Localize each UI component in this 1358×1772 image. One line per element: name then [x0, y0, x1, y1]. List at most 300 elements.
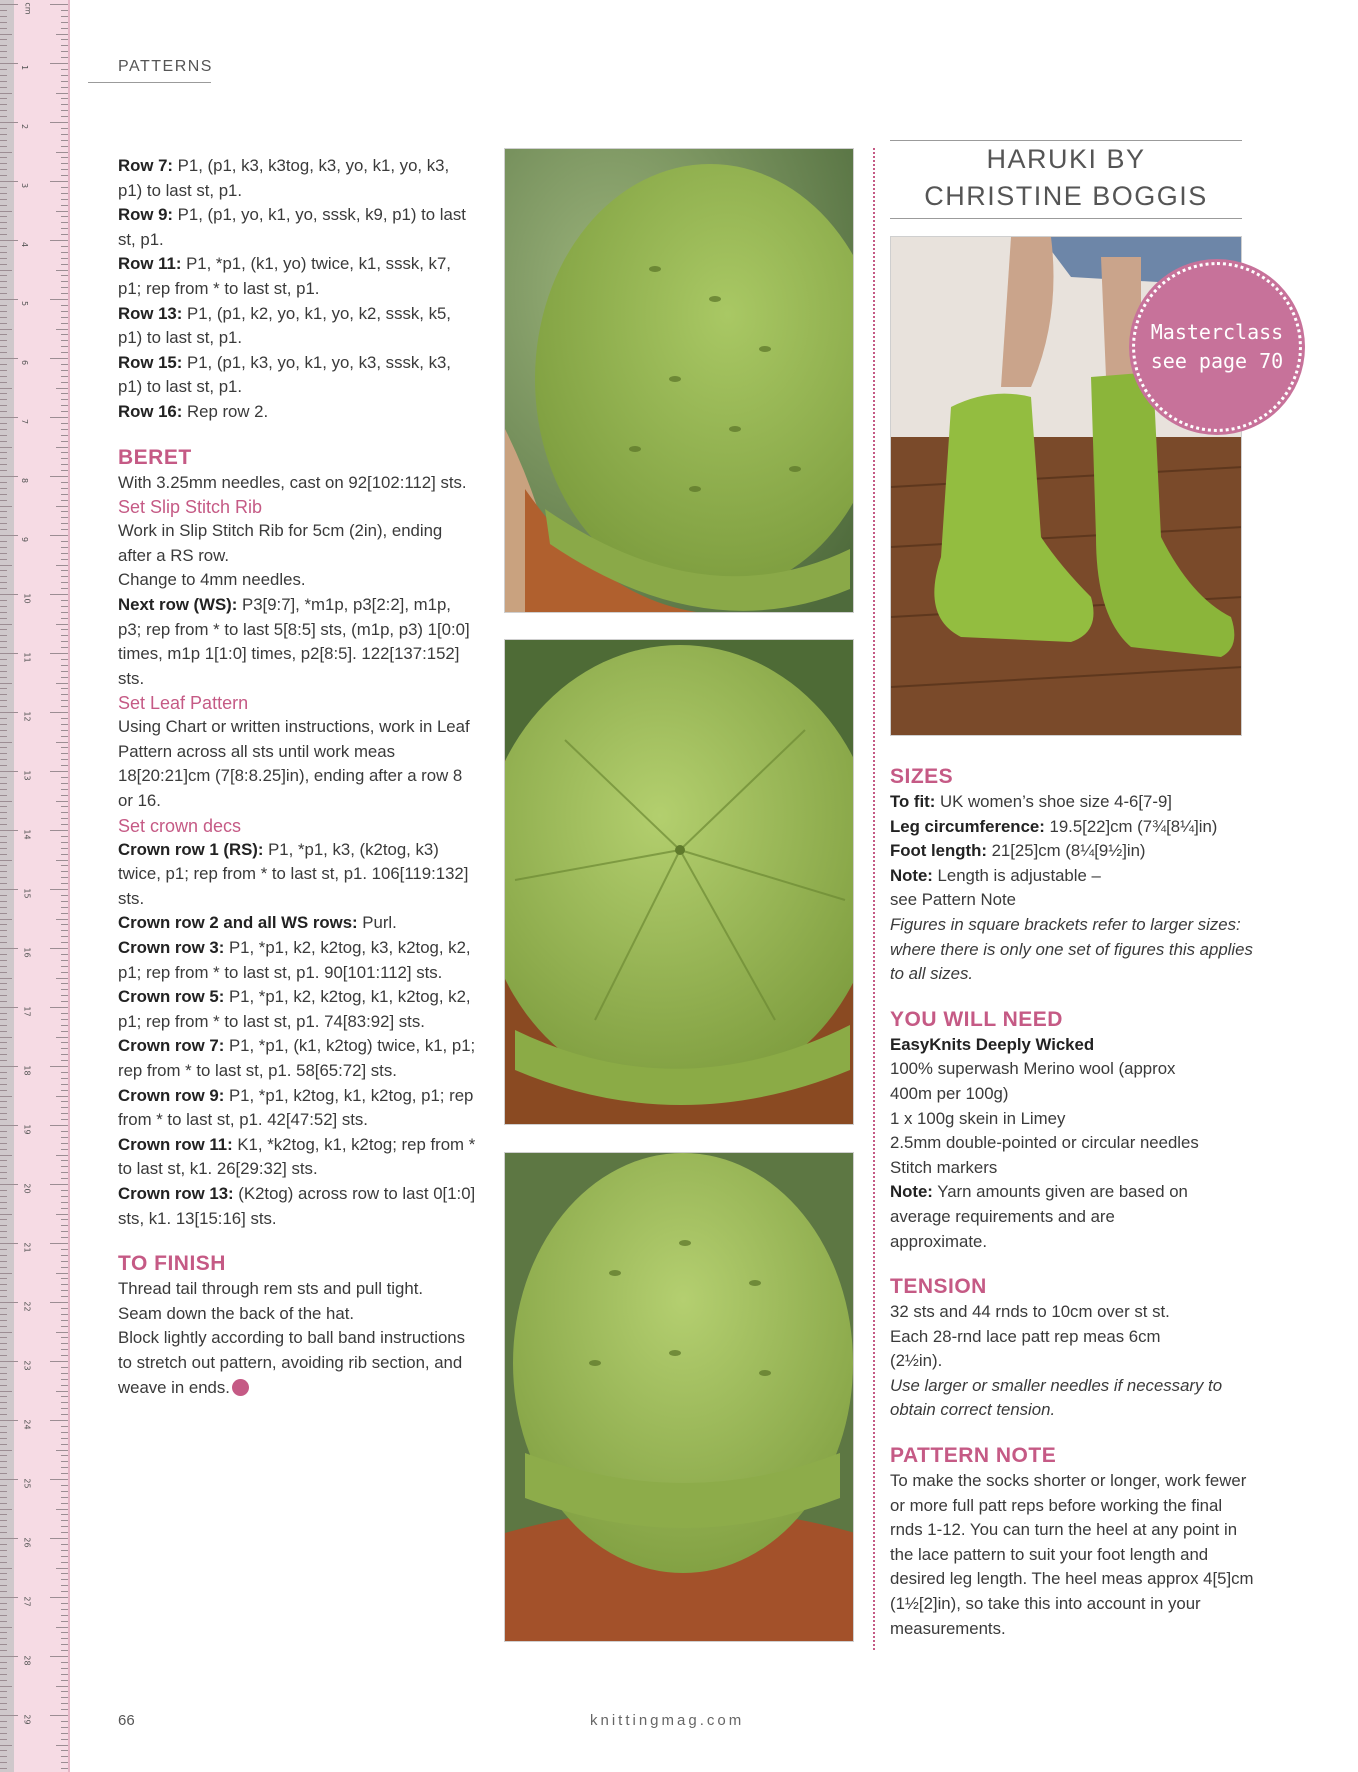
ruler-tick	[61, 163, 68, 164]
ruler-tick	[0, 1072, 7, 1073]
ruler-tick	[61, 511, 68, 512]
ruler-tick	[50, 4, 68, 5]
ruler-stripe	[0, 0, 14, 1772]
ruler-tick	[61, 1149, 68, 1150]
ruler-tick	[50, 830, 68, 831]
beret-heading: BERET	[118, 445, 192, 469]
ruler-tick	[61, 423, 68, 424]
ruler-tick	[61, 600, 68, 601]
ruler-tick	[0, 683, 12, 684]
ruler-tick	[61, 1308, 68, 1309]
ruler-tick	[61, 848, 68, 849]
ruler-tick	[61, 1101, 68, 1102]
ruler-tick	[0, 382, 7, 383]
ruler-tick	[61, 281, 68, 282]
ruler-tick	[0, 122, 18, 123]
ruler-tick	[0, 907, 7, 908]
ruler-tick	[0, 45, 7, 46]
ruler-tick	[61, 547, 68, 548]
ruler-tick	[61, 10, 68, 11]
ruler-tick	[61, 169, 68, 170]
masterclass-badge[interactable]	[1132, 262, 1302, 432]
ruler-tick	[0, 329, 12, 330]
ruler-tick	[0, 81, 7, 82]
need-note-label: Note:	[890, 1182, 933, 1202]
ruler-tick	[0, 1084, 7, 1085]
ruler-tick	[0, 500, 7, 501]
ruler-tick	[61, 199, 68, 200]
ruler-tick	[61, 806, 68, 807]
ruler-tick	[0, 553, 7, 554]
ruler-tick	[0, 104, 7, 105]
ruler-tick	[61, 677, 68, 678]
ruler-tick	[61, 1467, 68, 1468]
ruler-tick	[0, 93, 12, 94]
lace-rows	[118, 154, 478, 425]
sizes-italic-note: Figures in square brackets refer to larger sizes: where there is only one set of figures this applies to all sizes.	[890, 914, 1253, 984]
ruler-tick	[61, 1373, 68, 1374]
finish-line-1: Thread tail through rem sts and pull tight.	[118, 1279, 424, 1299]
ruler-tick	[0, 1090, 7, 1091]
ruler-tick	[61, 340, 68, 341]
ruler-tick	[0, 1190, 7, 1191]
ruler-tick	[61, 1432, 68, 1433]
ruler-tick	[61, 541, 68, 542]
ruler-tick	[0, 1650, 7, 1651]
ruler-tick	[61, 1650, 68, 1651]
ruler-tick	[0, 671, 7, 672]
ruler-number: 19	[22, 1124, 32, 1135]
ruler-tick	[0, 1573, 7, 1574]
ruler-tick	[61, 1385, 68, 1386]
ruler-tick	[61, 795, 68, 796]
ruler-tick	[0, 488, 7, 489]
ruler-tick	[50, 122, 68, 123]
ruler-tick	[0, 1125, 18, 1126]
ruler-tick	[61, 1438, 68, 1439]
ruler-tick	[61, 1320, 68, 1321]
ruler-tick	[61, 924, 68, 925]
ruler-number: 20	[22, 1183, 32, 1194]
ruler-tick	[0, 871, 7, 872]
ruler-tick	[56, 1686, 68, 1687]
crown-row-label: Crown row 7:	[118, 1036, 225, 1056]
need-line-4: Stitch markers	[890, 1157, 998, 1177]
ruler-tick	[0, 700, 7, 701]
ruler-number: 24	[22, 1419, 32, 1430]
lace-row	[118, 400, 478, 425]
right-column	[890, 764, 1255, 1641]
ruler-number: 22	[22, 1301, 32, 1312]
ruler-tick	[61, 45, 68, 46]
ruler-tick	[0, 4, 18, 5]
ruler-tick	[0, 812, 7, 813]
column-divider	[873, 148, 875, 1650]
ruler-tick	[0, 889, 18, 890]
ruler-tick	[61, 960, 68, 961]
ruler-tick	[0, 777, 7, 778]
need-line-1: 100% superwash Merino wool (approx 400m per 100g)	[890, 1059, 1176, 1103]
crown-row	[118, 1034, 478, 1083]
ruler-tick	[0, 1219, 7, 1220]
ruler-tick	[61, 482, 68, 483]
ruler-tick	[61, 1090, 68, 1091]
ruler-tick	[50, 1361, 68, 1362]
ruler-tick	[0, 936, 7, 937]
ruler-tick	[0, 1461, 7, 1462]
crown-row	[118, 936, 478, 985]
ruler-tick	[0, 1603, 7, 1604]
ruler-tick	[0, 930, 7, 931]
ruler-tick	[61, 1225, 68, 1226]
ruler-tick	[0, 222, 7, 223]
ruler-tick	[61, 128, 68, 129]
ruler-tick	[0, 275, 7, 276]
ruler-tick	[0, 1408, 7, 1409]
ruler-tick	[0, 299, 18, 300]
ruler-tick	[61, 576, 68, 577]
tension-line-1: 32 sts and 44 rnds to 10cm over st st.	[890, 1302, 1170, 1322]
ruler-tick	[0, 730, 7, 731]
ruler-tick	[0, 1202, 7, 1203]
ruler-tick	[61, 193, 68, 194]
ruler-tick	[50, 1538, 68, 1539]
ruler-tick	[0, 1473, 7, 1474]
ruler-tick	[0, 346, 7, 347]
ruler-tick	[56, 1037, 68, 1038]
ruler-tick	[0, 1638, 7, 1639]
ruler-tick	[61, 317, 68, 318]
ruler-tick	[0, 1750, 7, 1751]
ruler-tick	[0, 1231, 7, 1232]
ruler-tick	[0, 1686, 12, 1687]
ruler-tick	[0, 1597, 18, 1598]
ruler-tick	[61, 618, 68, 619]
ruler-tick	[0, 1585, 7, 1586]
need-line-3: 2.5mm double-pointed or circular needles	[890, 1133, 1199, 1153]
ruler-tick	[0, 1444, 7, 1445]
ruler-tick	[0, 824, 7, 825]
crown-row-label: Crown row 11:	[118, 1134, 233, 1154]
ruler-tick	[0, 1420, 18, 1421]
ruler-tick	[61, 1638, 68, 1639]
ruler-tick	[61, 759, 68, 760]
ruler-tick	[0, 175, 7, 176]
ruler-number: 21	[22, 1242, 32, 1253]
ruler-tick	[0, 677, 7, 678]
ruler-tick	[0, 641, 7, 642]
ruler-tick	[0, 1296, 7, 1297]
ruler-tick	[0, 529, 7, 530]
ruler-tick	[61, 1514, 68, 1515]
ruler-tick	[0, 1532, 7, 1533]
lace-row-label: Row 15:	[118, 352, 183, 372]
ruler-tick	[61, 1355, 68, 1356]
ruler-number: 12	[22, 711, 32, 722]
ruler-number: 27	[22, 1596, 32, 1607]
crown-row-text: P1, *p1, k2, k2tog, k1, k2tog, k2, p1; rep from * to last st, p1. 74[83:92] sts.	[118, 987, 471, 1031]
ruler-tick	[0, 1131, 7, 1132]
lace-row-label: Row 11:	[118, 254, 182, 274]
ruler-tick	[61, 1178, 68, 1179]
ruler-tick	[0, 1214, 12, 1215]
sizes-heading: SIZES	[890, 765, 954, 788]
ruler-tick	[0, 1544, 7, 1545]
ruler-tick	[61, 936, 68, 937]
ruler-tick	[50, 1479, 68, 1480]
ruler-number: 17	[22, 1006, 32, 1017]
ruler-tick	[61, 75, 68, 76]
ruler-number: 15	[22, 888, 32, 899]
ruler-tick	[61, 323, 68, 324]
ruler-tick	[61, 1703, 68, 1704]
need-line-2: 1 x 100g skein in Limey	[890, 1108, 1066, 1128]
ruler-tick	[0, 1644, 7, 1645]
ruler-tick	[61, 842, 68, 843]
tension-heading: TENSION	[890, 1275, 987, 1299]
ruler-tick	[0, 1668, 7, 1669]
ruler-tick	[61, 1603, 68, 1604]
foot-line	[890, 839, 1255, 864]
ruler-tick	[0, 39, 7, 40]
ruler-tick	[61, 1337, 68, 1338]
ruler-tick	[0, 665, 7, 666]
ruler-tick	[61, 529, 68, 530]
ruler-tick	[61, 500, 68, 501]
ruler-tick	[0, 1745, 12, 1746]
lace-row-text: P1, *p1, (k1, yo) twice, k1, sssk, k7, p1; rep from * to last st, p1.	[118, 254, 451, 298]
ruler-tick	[0, 612, 7, 613]
ruler-tick	[61, 435, 68, 436]
crown-row	[118, 911, 478, 936]
ruler-tick	[0, 464, 7, 465]
ruler-tick	[0, 1343, 7, 1344]
ruler-tick	[61, 393, 68, 394]
ruler-tick	[61, 612, 68, 613]
ruler-tick	[50, 63, 68, 64]
ruler-tick	[0, 376, 7, 377]
ruler-tick	[0, 1656, 18, 1657]
ruler-tick	[0, 429, 7, 430]
sizes-note-label: Note:	[890, 865, 933, 885]
ruler-tick	[61, 140, 68, 141]
ruler-tick	[0, 28, 7, 29]
ruler-tick	[0, 1013, 7, 1014]
ruler-tick	[56, 329, 68, 330]
ruler-tick	[61, 1019, 68, 1020]
ruler-tick	[0, 1119, 7, 1120]
ruler-tick	[50, 1243, 68, 1244]
ruler-tick	[50, 1656, 68, 1657]
ruler-tick	[61, 659, 68, 660]
ruler-tick	[0, 476, 18, 477]
title-bottom-rule	[890, 218, 1242, 219]
ruler-tick	[61, 1137, 68, 1138]
ruler-tick	[56, 506, 68, 507]
ruler-tick	[61, 818, 68, 819]
ruler-tick	[0, 405, 7, 406]
ruler-tick	[0, 1361, 18, 1362]
ruler-tick	[61, 16, 68, 17]
ruler-tick	[0, 1627, 12, 1628]
ruler-tick	[0, 1632, 7, 1633]
ruler-tick	[0, 364, 7, 365]
ruler-tick	[56, 1332, 68, 1333]
ruler-tick	[0, 706, 7, 707]
ruler-tick	[61, 22, 68, 23]
ruler-tick	[0, 1485, 7, 1486]
ruler-tick	[61, 1579, 68, 1580]
ruler-tick	[61, 246, 68, 247]
ruler-tick	[61, 1426, 68, 1427]
ruler-number: 4	[20, 241, 30, 248]
ruler-tick	[0, 1178, 7, 1179]
lace-row	[118, 252, 478, 301]
ruler-tick	[61, 700, 68, 701]
ruler-tick	[61, 523, 68, 524]
ruler-tick	[50, 1715, 68, 1716]
ruler-tick	[0, 978, 12, 979]
ruler-number: 16	[22, 947, 32, 958]
ruler-tick	[61, 1013, 68, 1014]
ruler-tick	[56, 388, 68, 389]
ruler-number: 26	[22, 1537, 32, 1548]
ruler-tick	[61, 877, 68, 878]
yarn-name: EasyKnits Deeply Wicked	[890, 1034, 1095, 1054]
ruler-tick	[0, 506, 12, 507]
tension-line-2: Each 28-rnd lace patt rep meas 6cm (2½in).	[890, 1326, 1161, 1371]
ruler-tick	[0, 942, 7, 943]
ruler-number: 1	[20, 64, 30, 71]
ruler-tick	[61, 1060, 68, 1061]
ruler-tick	[61, 989, 68, 990]
ruler-tick	[0, 1621, 7, 1622]
ruler-tick	[56, 919, 68, 920]
lace-row-label: Row 9:	[118, 205, 174, 225]
ruler-number: 18	[22, 1065, 32, 1076]
ruler-tick	[0, 1674, 7, 1675]
ruler-tick	[56, 683, 68, 684]
ruler-tick	[0, 1550, 7, 1551]
ruler-tick	[0, 635, 7, 636]
ruler-tick	[0, 1615, 7, 1616]
ruler-tick	[61, 1119, 68, 1120]
ruler-tick	[56, 447, 68, 448]
ruler-tick	[0, 606, 7, 607]
ruler-tick	[61, 1721, 68, 1722]
ruler-tick	[56, 1568, 68, 1569]
ruler-tick	[0, 1326, 7, 1327]
lace-row-text: Rep row 2.	[182, 401, 269, 421]
fit-line	[890, 790, 1255, 815]
ruler-tick	[0, 960, 7, 961]
ruler-tick	[61, 942, 68, 943]
ruler-tick	[0, 388, 12, 389]
ruler-number: cm	[23, 2, 33, 15]
ruler-tick	[0, 688, 7, 689]
ruler-tick	[0, 1497, 7, 1498]
ruler-tick	[61, 913, 68, 914]
ruler-tick	[0, 63, 18, 64]
ruler-tick	[0, 1149, 7, 1150]
ruler-tick	[0, 417, 18, 418]
lace-row-text: P1, (p1, k3, yo, k1, yo, k3, sssk, k3, p1) to last st, p1.	[118, 352, 451, 397]
ruler-tick	[0, 470, 7, 471]
ruler-tick	[61, 287, 68, 288]
next-row	[118, 593, 478, 691]
crown-row-text: P1, *p1, k3, (k2tog, k3) twice, p1; rep from * to last st, p1. 106[119:132] sts.	[118, 839, 469, 908]
ruler-tick	[61, 1054, 68, 1055]
ruler-tick	[0, 1432, 7, 1433]
ruler-tick	[61, 789, 68, 790]
ruler-tick	[50, 1184, 68, 1185]
ruler-tick	[61, 1202, 68, 1203]
ruler-tick	[61, 452, 68, 453]
ruler-tick	[61, 1326, 68, 1327]
next-row-label: Next row (WS):	[118, 594, 238, 614]
ruler-tick	[0, 1715, 18, 1716]
ruler-tick	[61, 694, 68, 695]
beret-photo-back	[504, 1152, 854, 1642]
ruler-tick	[0, 972, 7, 973]
ruler-tick	[56, 978, 68, 979]
ruler-tick	[61, 1573, 68, 1574]
ruler-tick	[0, 1727, 7, 1728]
ruler-tick	[0, 128, 7, 129]
ruler-tick	[0, 51, 7, 52]
ruler-tick	[61, 1556, 68, 1557]
ruler-tick	[0, 1160, 7, 1161]
ruler-tick	[0, 1355, 7, 1356]
ruler-tick	[56, 1214, 68, 1215]
lace-row	[118, 203, 478, 252]
ruler-tick	[56, 1450, 68, 1451]
ruler-tick	[0, 1031, 7, 1032]
ruler-tick	[61, 352, 68, 353]
ruler-tick	[61, 1674, 68, 1675]
site-url[interactable]: knittingmag.com	[590, 1712, 745, 1729]
ruler-tick	[61, 1444, 68, 1445]
ruler-tick	[0, 323, 7, 324]
ruler-tick	[0, 618, 7, 619]
ruler-tick	[0, 600, 7, 601]
ruler-tick	[50, 889, 68, 890]
ruler-tick	[61, 264, 68, 265]
ruler-tick	[0, 435, 7, 436]
crown-row	[118, 838, 478, 912]
ruler-tick	[0, 1450, 12, 1451]
ruler-tick	[50, 358, 68, 359]
ruler-tick	[0, 765, 7, 766]
ruler-tick	[0, 110, 7, 111]
ruler-number: 11	[22, 652, 32, 663]
foot-label: Foot length:	[890, 841, 987, 861]
ruler-tick	[61, 234, 68, 235]
ruler-tick	[0, 1609, 7, 1610]
ruler-tick	[61, 258, 68, 259]
crown-row	[118, 1182, 478, 1231]
ruler-tick	[61, 1609, 68, 1610]
ruler-tick	[0, 34, 12, 35]
finish-line-3-text: Block lightly according to ball band instructions to stretch out pattern, avoiding rib section, and weave in ends.	[118, 1328, 465, 1397]
ruler-edge	[68, 0, 70, 1772]
ruler-tick	[0, 317, 7, 318]
ruler-tick	[0, 736, 7, 737]
ruler-tick	[61, 588, 68, 589]
ruler-tick	[0, 901, 7, 902]
ruler-tick	[50, 299, 68, 300]
ruler-tick	[61, 305, 68, 306]
